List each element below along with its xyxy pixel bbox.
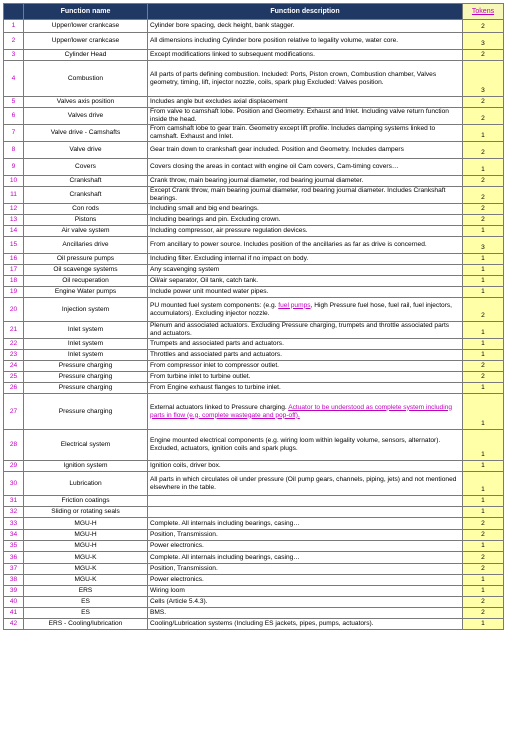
function-name-cell: MGU-H <box>24 518 148 530</box>
function-name-cell: Upper/lower crankcase <box>24 33 148 50</box>
function-description-cell: All parts of parts defining combustion. Included: Ports, Piston crown, Combustion chamber, Valves geometry, timing, lift, injector nozzle, coils, spark plug Excluded: Valves position. <box>148 61 463 97</box>
function-description-cell: Trumpets and associated parts and actuators. <box>148 339 463 350</box>
table-row <box>4 541 504 552</box>
table-row <box>4 372 504 383</box>
table-row <box>4 159 504 176</box>
table-row <box>4 61 504 97</box>
tokens-cell: 1 <box>463 619 504 630</box>
function-description-cell: From turbine inlet to turbine outlet. <box>148 372 463 383</box>
row-number: 10 <box>4 176 24 187</box>
function-description-cell <box>148 298 463 322</box>
header-function-description: Function description <box>148 4 463 20</box>
table-row <box>4 237 504 254</box>
row-number: 25 <box>4 372 24 383</box>
function-name-cell: Oil recuperation <box>24 276 148 287</box>
header-tokens-link[interactable]: Tokens <box>463 4 504 20</box>
tokens-cell: 1 <box>463 350 504 361</box>
function-name-cell: Pressure charging <box>24 383 148 394</box>
table-row <box>4 552 504 564</box>
function-description-cell: Except Crank throw, main bearing journal diameter, rod bearing journal diameter. Includes Crankshaft bearings. <box>148 187 463 204</box>
function-name-cell: Upper/lower crankcase <box>24 20 148 33</box>
table-row <box>4 215 504 226</box>
function-description-cell: From ancillary to power source. Includes position of the ancillaries as far as drive is concerned. <box>148 237 463 254</box>
tokens-cell: 2 <box>463 608 504 619</box>
tokens-cell: 2 <box>463 372 504 383</box>
function-name-cell: Friction coatings <box>24 496 148 507</box>
tokens-cell: 1 <box>463 265 504 276</box>
tokens-cell: 2 <box>463 530 504 541</box>
tokens-cell: 2 <box>463 552 504 564</box>
function-description-cell <box>148 496 463 507</box>
function-name-cell: Lubrication <box>24 472 148 496</box>
tokens-cell: 2 <box>463 215 504 226</box>
function-name-cell: Covers <box>24 159 148 176</box>
description-text: External actuators linked to Pressure charging. <box>150 403 289 411</box>
function-name-cell: Valves drive <box>24 108 148 125</box>
row-number: 15 <box>4 237 24 254</box>
tokens-cell: 1 <box>463 322 504 339</box>
row-number: 19 <box>4 287 24 298</box>
table-row <box>4 20 504 33</box>
row-number: 31 <box>4 496 24 507</box>
row-number: 20 <box>4 298 24 322</box>
row-number: 36 <box>4 552 24 564</box>
function-token-table-container <box>3 3 504 630</box>
table-row <box>4 33 504 50</box>
function-description-cell: Power electronics. <box>148 575 463 586</box>
function-description-cell: Throttles and associated parts and actuators. <box>148 350 463 361</box>
function-description-cell: Position, Transmission. <box>148 530 463 541</box>
description-text: , High Pressure fuel hose, fuel rail, fuel injectors, accumulators). Excluding injector nozzle. <box>150 301 453 317</box>
row-number: 34 <box>4 530 24 541</box>
table-row <box>4 518 504 530</box>
function-name-cell: Valve drive <box>24 142 148 159</box>
row-number: 13 <box>4 215 24 226</box>
row-number: 5 <box>4 97 24 108</box>
row-number: 16 <box>4 254 24 265</box>
row-number: 22 <box>4 339 24 350</box>
function-name-cell: Valve drive - Camshafts <box>24 125 148 142</box>
table-row <box>4 575 504 586</box>
table-row <box>4 176 504 187</box>
function-name-cell: Con rods <box>24 204 148 215</box>
row-number: 33 <box>4 518 24 530</box>
function-description-cell: Except modifications linked to subsequent modifications. <box>148 50 463 61</box>
table-row <box>4 125 504 142</box>
function-name-cell: Injection system <box>24 298 148 322</box>
function-description-cell: Engine mounted electrical components (e.g. wiring loom within legality volume, sensors, alternator). Excluded, actuators, ignition coils and spark plugs. <box>148 430 463 461</box>
row-number: 18 <box>4 276 24 287</box>
table-row <box>4 383 504 394</box>
function-name-cell: Oil pressure pumps <box>24 254 148 265</box>
table-row <box>4 586 504 597</box>
tokens-cell: 1 <box>463 159 504 176</box>
tokens-cell: 3 <box>463 61 504 97</box>
function-name-cell: Pressure charging <box>24 361 148 372</box>
table-row <box>4 361 504 372</box>
function-description-cell: From Engine exhaust flanges to turbine inlet. <box>148 383 463 394</box>
table-body <box>4 20 504 630</box>
row-number: 7 <box>4 125 24 142</box>
tokens-cell: 1 <box>463 541 504 552</box>
function-description-cell: Plenum and associated actuators. Excluding Pressure charging, trumpets and throttle associated parts and actuators. <box>148 322 463 339</box>
function-name-cell: Cylinder Head <box>24 50 148 61</box>
tokens-cell: 2 <box>463 361 504 372</box>
table-row <box>4 597 504 608</box>
row-number: 6 <box>4 108 24 125</box>
tokens-cell: 3 <box>463 33 504 50</box>
row-number: 27 <box>4 394 24 430</box>
function-description-cell: Wiring loom <box>148 586 463 597</box>
tokens-cell: 1 <box>463 496 504 507</box>
table-row <box>4 507 504 518</box>
function-description-cell: Including compressor, air pressure regulation devices. <box>148 226 463 237</box>
function-description-cell: Any scavenging system <box>148 265 463 276</box>
function-description-cell: Cooling/Lubrication systems (Including ES jackets, pipes, pumps, actuators). <box>148 619 463 630</box>
table-row <box>4 265 504 276</box>
tokens-cell: 2 <box>463 187 504 204</box>
function-name-cell: Combustion <box>24 61 148 97</box>
function-description-cell: Position, Transmission. <box>148 564 463 575</box>
table-row <box>4 204 504 215</box>
row-number: 38 <box>4 575 24 586</box>
function-name-cell: Sliding or rotating seals <box>24 507 148 518</box>
tokens-cell: 2 <box>463 204 504 215</box>
function-description-cell: BMS. <box>148 608 463 619</box>
function-description-cell: Oil/air separator, Oil tank, catch tank. <box>148 276 463 287</box>
row-number: 40 <box>4 597 24 608</box>
tokens-cell: 2 <box>463 518 504 530</box>
function-description-cell: Power electronics. <box>148 541 463 552</box>
function-description-cell: Crank throw, main bearing journal diameter, rod bearing journal diameter. <box>148 176 463 187</box>
function-name-cell: Air valve system <box>24 226 148 237</box>
function-name-cell: Crankshaft <box>24 176 148 187</box>
row-number: 17 <box>4 265 24 276</box>
row-number: 3 <box>4 50 24 61</box>
tokens-cell: 1 <box>463 339 504 350</box>
tokens-cell: 2 <box>463 564 504 575</box>
function-name-cell: MGU-H <box>24 541 148 552</box>
description-link[interactable]: fuel pumps <box>278 301 311 309</box>
function-description-cell: Complete. All internals including bearings, casing… <box>148 552 463 564</box>
function-name-cell: ERS <box>24 586 148 597</box>
row-number: 11 <box>4 187 24 204</box>
tokens-cell: 1 <box>463 461 504 472</box>
header-function-name: Function name <box>24 4 148 20</box>
row-number: 14 <box>4 226 24 237</box>
row-number: 41 <box>4 608 24 619</box>
tokens-cell: 3 <box>463 237 504 254</box>
tokens-cell: 2 <box>463 597 504 608</box>
function-name-cell: Pressure charging <box>24 372 148 383</box>
function-name-cell: Engine Water pumps <box>24 287 148 298</box>
table-row <box>4 461 504 472</box>
table-row <box>4 322 504 339</box>
function-name-cell: MGU-K <box>24 575 148 586</box>
table-row <box>4 608 504 619</box>
function-description-cell: From compressor inlet to compressor outlet. <box>148 361 463 372</box>
row-number: 32 <box>4 507 24 518</box>
tokens-cell: 1 <box>463 586 504 597</box>
row-number: 24 <box>4 361 24 372</box>
table-row <box>4 496 504 507</box>
table-row <box>4 619 504 630</box>
table-row <box>4 276 504 287</box>
row-number: 21 <box>4 322 24 339</box>
row-number: 39 <box>4 586 24 597</box>
table-row <box>4 187 504 204</box>
function-name-cell: ES <box>24 608 148 619</box>
function-description-cell: Including small and big end bearings. <box>148 204 463 215</box>
function-name-cell: MGU-K <box>24 552 148 564</box>
tokens-cell: 2 <box>463 50 504 61</box>
row-number: 1 <box>4 20 24 33</box>
function-name-cell: Crankshaft <box>24 187 148 204</box>
function-description-cell <box>148 394 463 430</box>
tokens-cell: 2 <box>463 97 504 108</box>
row-number: 37 <box>4 564 24 575</box>
function-name-cell: Inlet system <box>24 350 148 361</box>
function-name-cell: MGU-K <box>24 564 148 575</box>
function-description-cell: Complete. All internals including bearings, casing… <box>148 518 463 530</box>
row-number: 23 <box>4 350 24 361</box>
row-number: 35 <box>4 541 24 552</box>
tokens-cell: 1 <box>463 472 504 496</box>
table-row <box>4 564 504 575</box>
tokens-cell: 1 <box>463 383 504 394</box>
tokens-cell: 1 <box>463 276 504 287</box>
function-name-cell: Ancillaries drive <box>24 237 148 254</box>
function-description-cell: Includes angle but excludes axial displacement <box>148 97 463 108</box>
tokens-cell: 2 <box>463 176 504 187</box>
function-description-cell: Ignition coils, driver box. <box>148 461 463 472</box>
function-description-cell: Covers closing the areas in contact with engine oil Cam covers, Cam-timing covers… <box>148 159 463 176</box>
row-number: 30 <box>4 472 24 496</box>
function-description-cell: Gear train down to crankshaft gear included. Position and Geometry. Includes dampers <box>148 142 463 159</box>
table-row <box>4 472 504 496</box>
tokens-cell: 2 <box>463 298 504 322</box>
function-description-cell: From valve to camshaft lobe. Position and Geometry. Exhaust and Inlet. Including valve return function inside the head. <box>148 108 463 125</box>
function-name-cell: Electrical system <box>24 430 148 461</box>
row-number: 9 <box>4 159 24 176</box>
description-text: PU mounted fuel system components: (e.g. <box>150 301 279 309</box>
tokens-cell: 1 <box>463 575 504 586</box>
row-number: 4 <box>4 61 24 97</box>
row-number: 12 <box>4 204 24 215</box>
table-row <box>4 254 504 265</box>
tokens-cell: 1 <box>463 226 504 237</box>
function-description-cell: Including bearings and pin. Excluding crown. <box>148 215 463 226</box>
table-row <box>4 298 504 322</box>
table-row <box>4 108 504 125</box>
function-name-cell: Pressure charging <box>24 394 148 430</box>
row-number: 28 <box>4 430 24 461</box>
description-link[interactable]: Actuator to be understood as complete system including parts in flow (e.g. complete wastegate and pop-off). <box>150 403 453 419</box>
table-row <box>4 339 504 350</box>
table-row <box>4 287 504 298</box>
function-description-cell: All dimensions including Cylinder bore position relative to legality volume, water core. <box>148 33 463 50</box>
function-name-cell: MGU-H <box>24 530 148 541</box>
tokens-cell: 1 <box>463 254 504 265</box>
table-row <box>4 394 504 430</box>
function-description-cell: From camshaft lobe to gear train. Geometry except lift profile. Includes damping systems linked to camshaft. Exhaust and Inlet. <box>148 125 463 142</box>
tokens-cell: 2 <box>463 20 504 33</box>
function-name-cell: Ignition system <box>24 461 148 472</box>
function-token-table <box>3 3 504 630</box>
tokens-cell: 1 <box>463 287 504 298</box>
row-number: 42 <box>4 619 24 630</box>
row-number: 8 <box>4 142 24 159</box>
tokens-cell: 1 <box>463 125 504 142</box>
function-description-cell: Cylinder bore spacing, deck height, bank stagger. <box>148 20 463 33</box>
function-name-cell: ES <box>24 597 148 608</box>
row-number: 29 <box>4 461 24 472</box>
function-description-cell: Including filter. Excluding internal if no impact on body. <box>148 254 463 265</box>
function-name-cell: Inlet system <box>24 339 148 350</box>
tokens-cell: 1 <box>463 430 504 461</box>
row-number: 26 <box>4 383 24 394</box>
table-row <box>4 226 504 237</box>
function-name-cell: Valves axis position <box>24 97 148 108</box>
table-row <box>4 50 504 61</box>
function-description-cell: Include power unit mounted water pipes. <box>148 287 463 298</box>
table-row <box>4 350 504 361</box>
header-number <box>4 4 24 20</box>
function-description-cell <box>148 507 463 518</box>
function-name-cell: Pistons <box>24 215 148 226</box>
function-description-cell: All parts in which circulates oil under pressure (Oil pump gears, channels, piping, jets) and not mentioned elsewhere in the table. <box>148 472 463 496</box>
tokens-cell: 1 <box>463 507 504 518</box>
table-row <box>4 530 504 541</box>
function-name-cell: ERS - Cooling/lubrication <box>24 619 148 630</box>
row-number: 2 <box>4 33 24 50</box>
function-name-cell: Oil scavenge systems <box>24 265 148 276</box>
tokens-cell: 2 <box>463 108 504 125</box>
table-header-row <box>4 4 504 20</box>
tokens-cell: 2 <box>463 142 504 159</box>
tokens-cell: 1 <box>463 394 504 430</box>
table-row <box>4 142 504 159</box>
table-row <box>4 97 504 108</box>
function-description-cell: Cells (Article 5.4.3). <box>148 597 463 608</box>
table-row <box>4 430 504 461</box>
function-name-cell: Inlet system <box>24 322 148 339</box>
